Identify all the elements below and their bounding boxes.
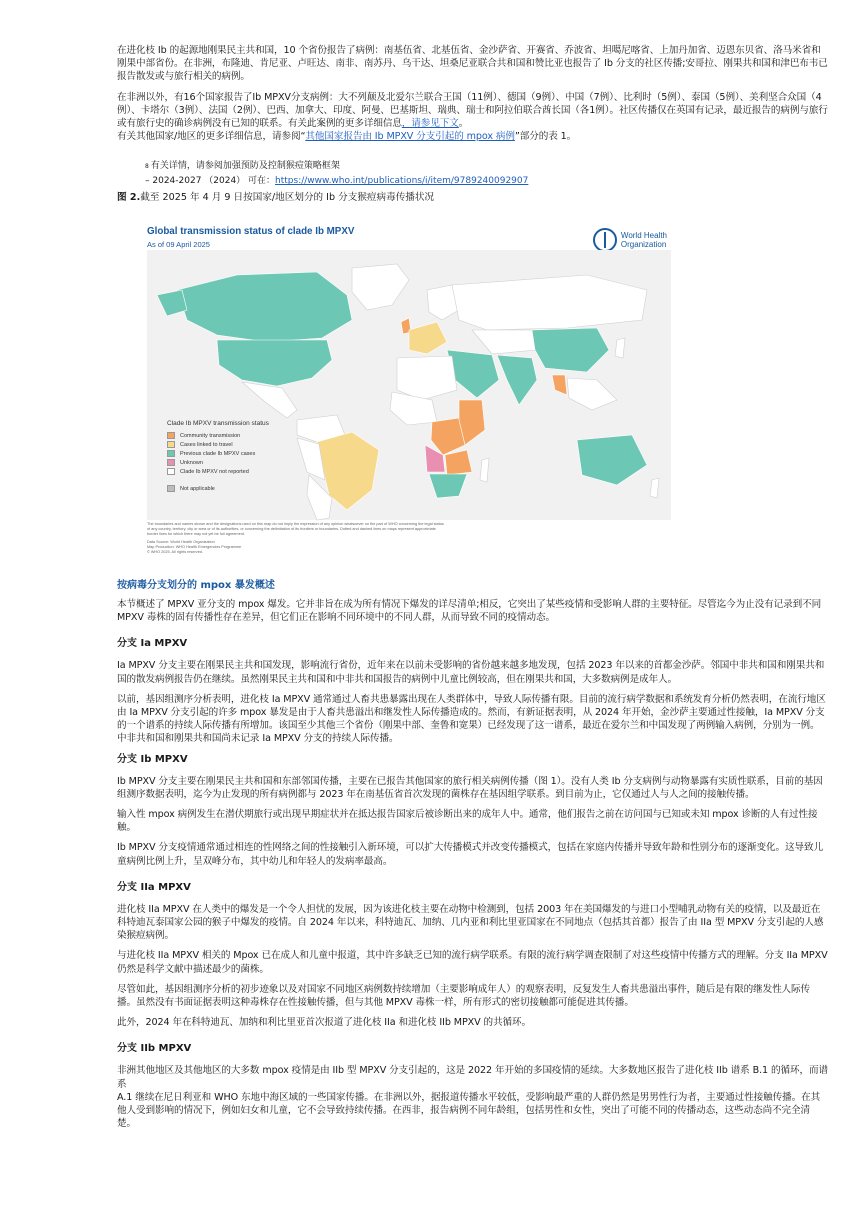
who-emblem-icon	[593, 228, 617, 252]
legend-item-travel	[167, 440, 307, 449]
legend-title: Clade Ib MPXV transmission status	[167, 420, 269, 427]
clade-iia-paragraph-2: 与进化枝 IIa MPXV 相关的 Mpox 已在成人和儿童中报道，其中许多缺乏已知的流行病学联系。有限的流行病学调查限制了对这些疫情中传播方式的理解。分支 IIa MPXV 仍然是科学文献中描述最少的菌株。	[117, 950, 828, 975]
legend-item-community	[167, 431, 307, 440]
other-countries-link[interactable]: 其他国家报告由 Ib MPXV 分支引起的 mpox 病例	[305, 131, 515, 143]
intro-paragraph-2-end: 。	[458, 118, 469, 130]
transmission-map-figure	[147, 220, 671, 558]
clade-iib-heading: 分支 IIb MPXV	[117, 1043, 192, 1055]
footnote-url-link[interactable]: https://www.who.int/publications/i/item/9789240092907	[275, 176, 529, 187]
footnote-available-text: – 2024-2027 （2024） 可在：	[145, 176, 276, 187]
legend-swatch	[167, 432, 175, 439]
clade-ib-paragraph-3: Ib MPXV 分支疫情通常通过相连的性网络之间的性接触引入新环境，可以扩大传播模式并改变传播模式，包括在家庭内传播并导致年龄和性别分布的逐渐变化。这导致儿童病例比例上升，呈双峰分布，其中幼儿和年轻人的发病率最高。	[117, 842, 823, 867]
who-logo-text	[621, 231, 667, 249]
map-source-line-1: Data Source: World Health Organization	[147, 540, 215, 544]
legend-swatch	[167, 441, 175, 448]
legend-label: Community transmission	[180, 432, 241, 439]
legend-label: Not applicable	[180, 485, 215, 492]
overview-paragraph: 本节概述了 MPXV 亚分支的 mpox 爆发。它并非旨在成为所有情况下爆发的详尽清单;相反，它突出了某些疫情和受影响人群的主要特征。尽管迄今为止没有记录到不同 MPXV 毒株的固有传播性存在差异，但它们正在影响不同环境中的不同人群，从而导致不同的疫情动态。	[117, 599, 822, 624]
clade-iib-paragraph-1: 非洲其他地区及其他地区的大多数 mpox 疫情是由 IIb 型 MPXV 分支引起的，这是 2022 年开始的多国疫情的延续。大多数地区报告了进化枝 IIb 谱系 B.1 的循环，而谱系	[117, 1065, 828, 1090]
clade-iia-paragraph-4: 此外，2024 年在科特迪瓦、加纳和利比里亚首次报道了进化枝 IIa 和进化枝 IIb MPXV 的共循环。	[117, 1017, 531, 1029]
map-disclaimer: The boundaries and names shown and the designations used on this map do not imply the expression of any opinion whatsoever on the part of WHO concerning the legal status of any country, territory, city or area or of its authorities, or concerning the delimitation of its frontiers or boundaries. Dotted and dashed lines on maps represent approximate border lines for which there may not yet be full agreement.	[147, 522, 444, 536]
legend-label: Cases linked to travel	[180, 441, 233, 448]
figure-caption-label: 图 2.	[117, 192, 141, 204]
who-logo-line-1: World Health	[620, 231, 667, 240]
who-logo-line-2: Organization	[620, 240, 667, 249]
clade-iib-paragraph-2: A.1 继续在尼日利亚和 WHO 东地中海区域的一些国家传播。在非洲以外，据报道传播水平较低，受影响最严重的人群仍然是男男性行为者，主要通过性接触传播。在其他人受到影响的情况下，例如妇女和儿童，它不会导致持续传播。在西非，报告病例不同年龄组，包括男性和女性，突出了可能不同的传播动态，这些动态尚不完全清楚。	[117, 1091, 821, 1130]
footnote	[117, 159, 829, 189]
clade-iia-heading: 分支 IIa MPXV	[117, 881, 191, 893]
clade-ib-paragraph-1: Ib MPXV 分支主要在刚果民主共和国和东部邻国传播，主要在已报告其他国家的旅行相关病例传播（图 1）。没有人类 Ib 分支病例与动物暴露有实质性联系，目前的基因组测序数据表明，迄今为止发现的所有病例都与 2023 年在南基伍省首次发现的菌株存在基因组学联系。到目前为止，它仅通过人与人之间的接触传播。	[117, 775, 823, 800]
intro-paragraph-1: 在进化枝 Ib 的起源地刚果民主共和国，10 个省份报告了病例：南基伍省、北基伍省、金沙萨省、开赛省、乔波省、坦噶尼喀省、上加丹加省、迈恩东贝省、洛马米省和刚果中部省份。在非洲，布隆迪、肯尼亚、卢旺达、南非、南苏丹、乌干达、坦桑尼亚联合共和国和赞比亚也报告了 Ib 分支的社区传播;安哥拉、刚果共和国和津巴布韦已报告散发或与旅行相关的病例。	[117, 45, 828, 83]
clade-iia-paragraph-1: 进化枝 IIa MPXV 在人类中的爆发是一个令人担忧的发展，因为该进化枝主要在动物中检测到，包括 2003 年在美国爆发的与进口小型哺乳动物有关的疫情，以及最近在科特迪瓦泰国家公园的猴子中爆发的疫情。自 2024 年以来，科特迪瓦、加纳、几内亚和利比里亚国家在不同地点（包括其首都）报告了由 IIa 型 MPXV 分支引起的人感染猴痘病例。	[117, 903, 824, 942]
footnote-line-1	[145, 159, 829, 174]
clade-ia-paragraph-1: Ia MPXV 分支主要在刚果民主共和国发现，影响流行省份，近年来在以前未受影响的省份越来越多地发现，包括 2023 年以来的首都金沙萨。邻国中非共和国和刚果共和国的散发病例报告仍在继续。虽然刚果民主共和国和中非共和国报告的病例中儿童比例较高，但在刚果共和国，大多数病例是成年人。	[117, 660, 825, 685]
intro-paragraph-3-pre: 有关其他国家/地区的更多详细信息，请参阅“	[117, 131, 306, 143]
legend-item-unknown	[167, 458, 307, 467]
legend-item-not-applicable	[167, 484, 307, 493]
clade-ib-paragraph-2: 输入性 mpox 病例发生在潜伏期旅行或出现早期症状并在抵达报告国家后被诊断出来的成年人中。通常，他们报告之前在访问国与已知或未知 mpox 诊断的人有过性接触。	[117, 809, 818, 834]
legend-item-not-reported	[167, 467, 307, 476]
footnote-text: 有关详情，请参阅加强预防及控制猴痘策略框架	[150, 161, 340, 172]
map-legend	[167, 420, 307, 493]
intro-paragraph-2-text: 在非洲以外，有16个国家报告了Ib MPXV分支病例：大不列颠及北爱尔兰联合王国（11例）、德国（9例）、中国（7例）、比利时（5例）、泰国（5例）、美利坚合众国（4例）、卡塔尔（3例）、法国（2例）、巴西、加拿大、印度、阿曼、巴基斯坦、瑞典、瑞士和阿拉伯联合酋长国（各1例）。社区传播仅在英国有记录，最近报告的病例与旅行或有旅行史的确诊病例没有已知的联系。有关此案例的更多详细信息	[117, 91, 828, 130]
see-below-link[interactable]: ，请参见下文	[401, 118, 459, 130]
clade-ia-heading: 分支 Ia MPXV	[117, 638, 188, 650]
map-subtitle: As of 09 April 2025	[147, 240, 210, 249]
footnote-marker: 8	[145, 163, 149, 171]
clade-ib-heading: 分支 Ib MPXV	[117, 753, 188, 765]
clade-iia-paragraph-3: 尽管如此，基因组测序分析的初步迹象以及对国家不同地区病例数持续增加（主要影响成年人）的观察表明，反复发生人畜共患溢出事件，随后是有限的继发性人际传播。虽然没有书面证据表明这种毒株存在性接触传播，但与其他 MPXV 毒株一样，所有形式的密切接触都可能促进其传播。	[117, 983, 811, 1009]
footnote-line-2	[145, 174, 829, 189]
legend-swatch	[167, 450, 175, 457]
figure-caption-text: 截至 2025 年 4 月 9 日按国家/地区划分的 Ib 分支猴痘病毒传播状况	[140, 192, 435, 204]
map-source-line-3: © WHO 2025. All rights reserved.	[147, 550, 203, 554]
country-russia	[452, 275, 647, 330]
intro-paragraph-3-post: ”部分的表 1。	[514, 131, 577, 143]
body-sections	[117, 579, 829, 1130]
map-title: Global transmission status of clade Ib MPXV	[147, 226, 355, 237]
who-logo	[593, 228, 667, 252]
legend-swatch	[167, 459, 175, 466]
intro-block	[117, 44, 829, 204]
figure-caption	[117, 191, 829, 204]
world-map	[147, 250, 671, 550]
legend-label: Unknown	[180, 459, 203, 466]
legend-item-previous	[167, 449, 307, 458]
map-source-line-2: Map Production: WHO Health Emergencies Programme	[147, 545, 242, 549]
intro-paragraph-2	[117, 91, 829, 144]
legend-swatch	[167, 485, 175, 492]
overview-heading: 按病毒分支划分的 mpox 暴发概述	[117, 580, 275, 591]
legend-label: Previous clade Ib MPXV cases	[180, 450, 256, 457]
clade-ia-paragraph-2: 以前，基因组测序分析表明，进化枝 Ia MPXV 通常通过人畜共患暴露出现在人类群体中，导致人际传播有限。目前的流行病学数据和系统发育分析仍然表明，在流行地区由 Ia MPXV 分支引起的许多 mpox 暴发是由于人畜共患溢出和继发性人际传播造成的。然而，有新证据表明，从 2024 年开始，金沙萨主要通过性接触，Ia MPXV 分支的一个谱系的持续人际传播有所增加。该国至少其他三个省份（刚果中部、奎鲁和宽果）已经发现了这一谱系，最近在爱尔兰和中国发现了两例输入病例，分别为一例。中非共和国和刚果共和国尚未记录 Ia MPXV 分支的持续人际传播。	[117, 693, 826, 745]
legend-swatch	[167, 468, 175, 475]
map-source	[147, 540, 241, 555]
legend-label: Clade Ib MPXV not reported	[180, 468, 249, 475]
